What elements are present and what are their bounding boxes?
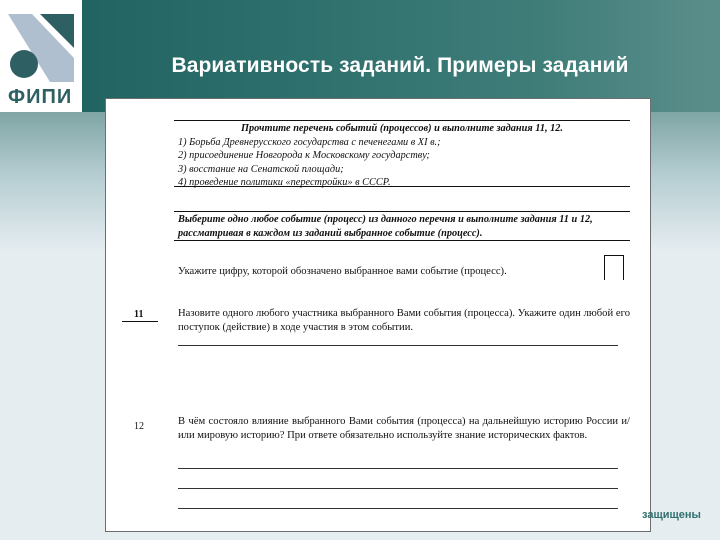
answer-line[interactable]: [178, 508, 618, 509]
event-item: 1) Борьба Древнерусского государства с печенегами в XI в.;: [178, 136, 441, 148]
task-number-underline: [122, 321, 158, 322]
event-item: 3) восстание на Сенатской площади;: [178, 163, 344, 175]
exam-document: [105, 98, 651, 532]
task-number-12: 12: [134, 421, 144, 432]
task-11-text: Назовите одного любого участника выбранного Вами события (процесса). Укажите один любой его поступок (действие) в ходе участия в этом событии.: [178, 308, 630, 333]
event-item: 2) присоединение Новгорода к Московскому государству;: [178, 150, 430, 161]
answer-line[interactable]: [178, 468, 618, 469]
task-12-text: В чём состояло влияние выбранного Вами события (процесса) на дальнейшую историю России и/или мировую историю? При ответе обязательно используйте знание исторических фактов.: [178, 416, 630, 441]
event-item: 4) проведение политики «перестройки» в СССР.: [178, 177, 391, 188]
choose-instruction-box: Выберите одно любое событие (процесс) из данного перечня и выполните задания 11 и 12, рассматривая в каждом из заданий выбранное событие (процесс).: [174, 211, 630, 241]
logo-text: ФИПИ: [8, 86, 73, 108]
footer-copyright-fragment: защищены: [642, 509, 701, 521]
task-number-11: 11: [134, 309, 144, 320]
answer-line[interactable]: [178, 345, 618, 346]
choose-number-instruction: Укажите цифру, которой обозначено выбранное вами событие (процесс).: [178, 266, 507, 277]
answer-cell[interactable]: [604, 255, 624, 280]
fipi-logo: [0, 0, 82, 112]
events-heading: Прочтите перечень событий (процессов) и выполните задания 11, 12.: [241, 123, 563, 134]
answer-line[interactable]: [178, 488, 618, 489]
events-list-box: [174, 120, 630, 187]
slide-title: Вариативность заданий. Примеры заданий: [171, 54, 629, 77]
